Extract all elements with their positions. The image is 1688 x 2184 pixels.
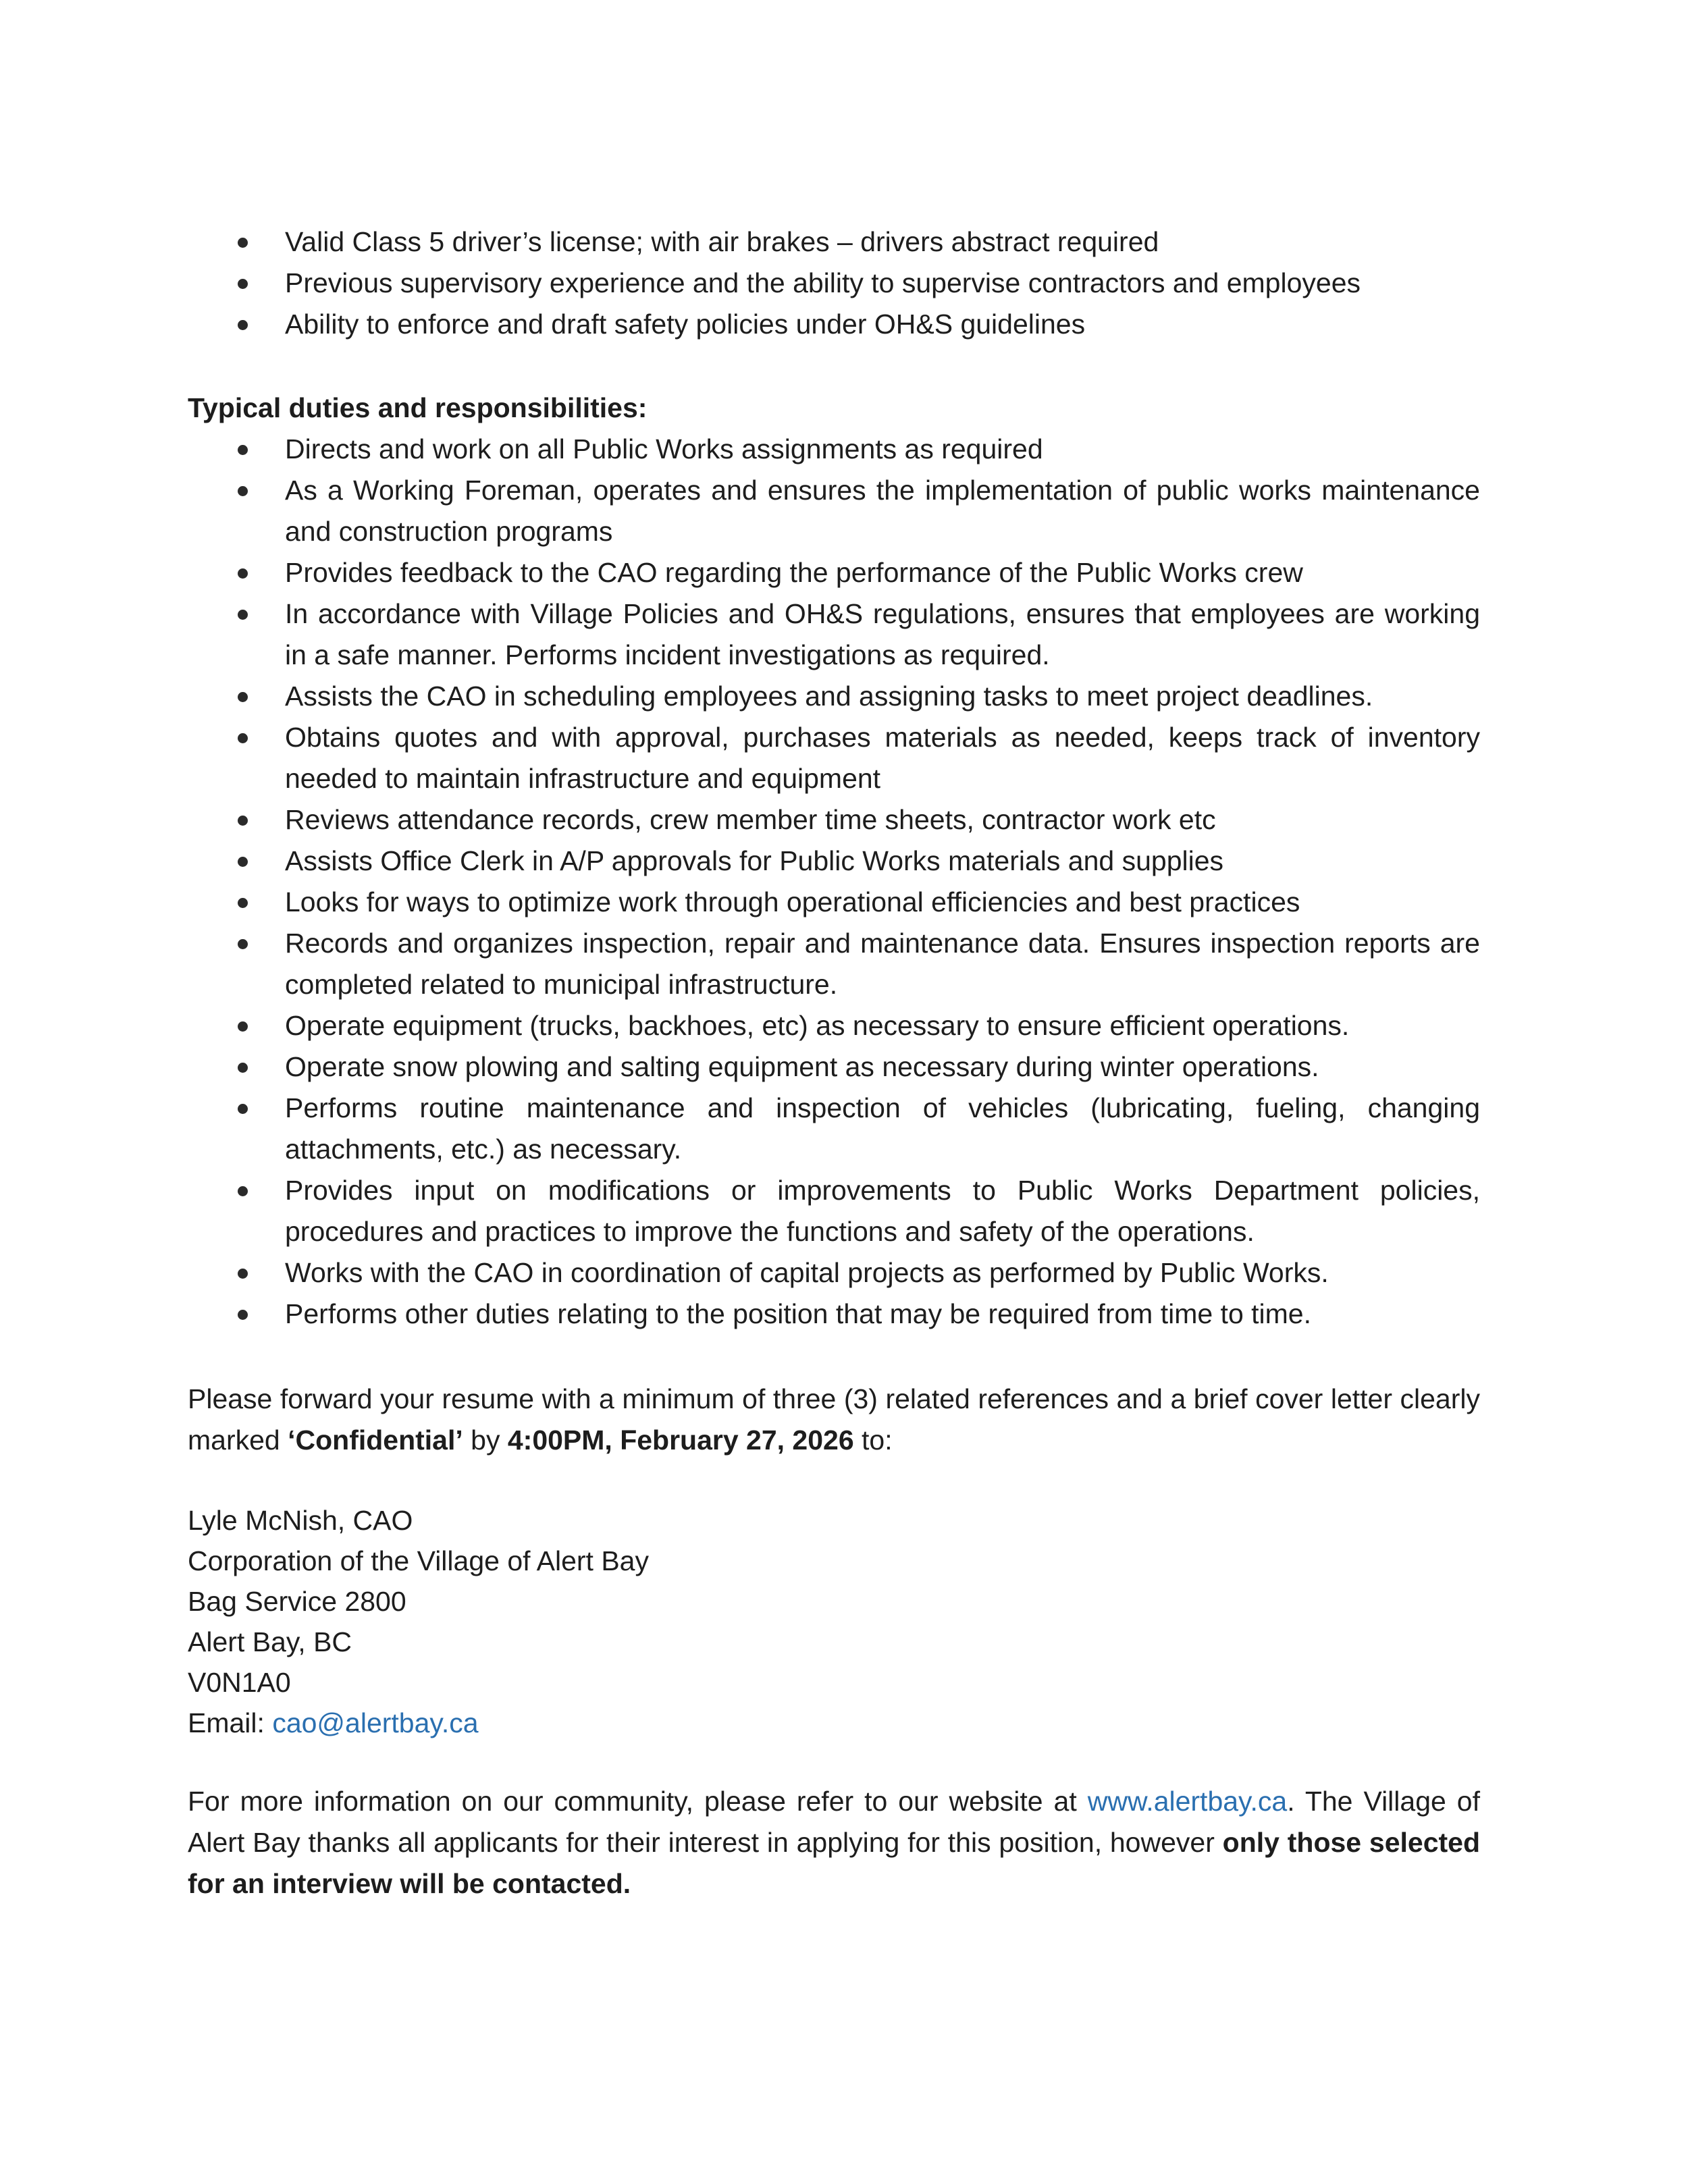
bullet-icon [238,1310,248,1320]
item-text: Performs routine maintenance and inspection of vehicles (lubricating, fueling, changing attachments, etc.) as necessary. [285,1092,1480,1165]
contact-address: Bag Service 2800 [188,1586,406,1617]
item-text: As a Working Foreman, operates and ensures the implementation of public works maintenance and construction programs [285,475,1480,547]
confidential-text: ‘Confidential’ [288,1424,463,1456]
list-item [188,841,1480,882]
list-item [188,1170,1480,1252]
item-text: Works with the CAO in coordination of capital projects as performed by Public Works. [285,1257,1329,1288]
item-text: Previous supervisory experience and the ability to supervise contractors and employees [285,267,1361,298]
list-item [188,717,1480,799]
bullet-icon [238,445,248,455]
item-text: Directs and work on all Public Works assignments as required [285,433,1043,464]
contact-postal-code: V0N1A0 [188,1667,291,1698]
closing-text: For more information on our community, please refer to our website at [188,1786,1088,1817]
item-text: In accordance with Village Policies and OH&S regulations, ensures that employees are working in a safe manner. Performs incident investigations as required. [285,598,1480,670]
list-item [188,882,1480,923]
item-text: Ability to enforce and draft safety policies under OH&S guidelines [285,309,1086,340]
item-text: Provides input on modifications or improvements to Public Works Department policies, procedures and practices to improve the functions and safety of the operations. [285,1175,1480,1247]
bullet-icon [238,1104,248,1114]
bullet-icon [238,610,248,620]
contact-name: Lyle McNish, CAO [188,1505,413,1536]
item-text: Provides feedback to the CAO regarding the performance of the Public Works crew [285,557,1303,588]
list-item [188,552,1480,593]
bullet-icon [238,486,248,496]
list-item [188,676,1480,717]
list-item [188,799,1480,841]
item-text: Assists Office Clerk in A/P approvals for Public Works materials and supplies [285,845,1224,876]
bullet-icon [238,816,248,826]
duties-list [188,429,1480,1335]
closing-text: . The Village of Alert Bay thanks all applicants for their interest in applying for this position, however [188,1786,1480,1858]
list-item [188,1088,1480,1170]
list-item [188,923,1480,1005]
bullet-icon [238,279,248,289]
bullet-icon [238,238,248,248]
bullet-icon [238,320,248,330]
instructions-text: by [463,1424,508,1456]
bullet-icon [238,898,248,908]
bullet-icon [238,1186,248,1196]
contact-email-row [188,1703,1480,1743]
item-text: Records and organizes inspection, repair and maintenance data. Ensures inspection reports are completed related to municipal infrastructure. [285,928,1480,1000]
item-text: Operate equipment (trucks, backhoes, etc) as necessary to ensure efficient operations. [285,1010,1350,1041]
contact-block [188,1500,1480,1743]
bullet-icon [238,733,248,743]
contact-city: Alert Bay, BC [188,1626,352,1657]
item-text: Operate snow plowing and salting equipment as necessary during winter operations. [285,1051,1319,1082]
email-label: Email: [188,1707,273,1738]
contact-organization: Corporation of the Village of Alert Bay [188,1545,649,1576]
item-text: Obtains quotes and with approval, purchases materials as needed, keeps track of inventory needed to maintain infrastructure and equipment [285,722,1480,794]
instructions-text: to: [853,1424,893,1456]
website-link[interactable]: www.alertbay.ca [1087,1786,1288,1817]
item-text: Looks for ways to optimize work through operational efficiencies and best practices [285,886,1300,917]
list-item [188,1252,1480,1294]
bullet-icon [238,939,248,949]
list-item [188,221,1480,263]
email-link[interactable]: cao@alertbay.ca [272,1707,479,1738]
bullet-icon [238,1021,248,1032]
item-text: Performs other duties relating to the position that may be required from time to time. [285,1298,1311,1329]
list-item [188,470,1480,552]
duties-heading: Typical duties and responsibilities: [188,392,648,423]
application-instructions [188,1379,1480,1461]
list-item [188,593,1480,676]
item-text: Valid Class 5 driver’s license; with air brakes – drivers abstract required [285,226,1159,257]
bullet-icon [238,1269,248,1279]
list-item [188,1005,1480,1046]
item-text: Assists the CAO in scheduling employees and assigning tasks to meet project deadlines. [285,681,1373,712]
list-item [188,263,1480,304]
requirements-list [188,221,1480,345]
bullet-icon [238,692,248,702]
closing-bold-text: only those selected for an interview will be contacted. [188,1827,1481,1899]
closing-paragraph [188,1781,1480,1905]
duties-section [188,388,1480,1335]
bullet-icon [238,568,248,579]
deadline-text: 4:00PM, February 27, 2026 [507,1424,854,1456]
list-item [188,1046,1480,1088]
list-item [188,1294,1480,1335]
instructions-text: Please forward your resume with a minimum of three (3) related references and a brief cover letter clearly marked [188,1383,1480,1456]
bullet-icon [238,857,248,867]
list-item [188,304,1480,345]
list-item [188,429,1480,470]
bullet-icon [238,1063,248,1073]
item-text: Reviews attendance records, crew member time sheets, contractor work etc [285,804,1216,835]
